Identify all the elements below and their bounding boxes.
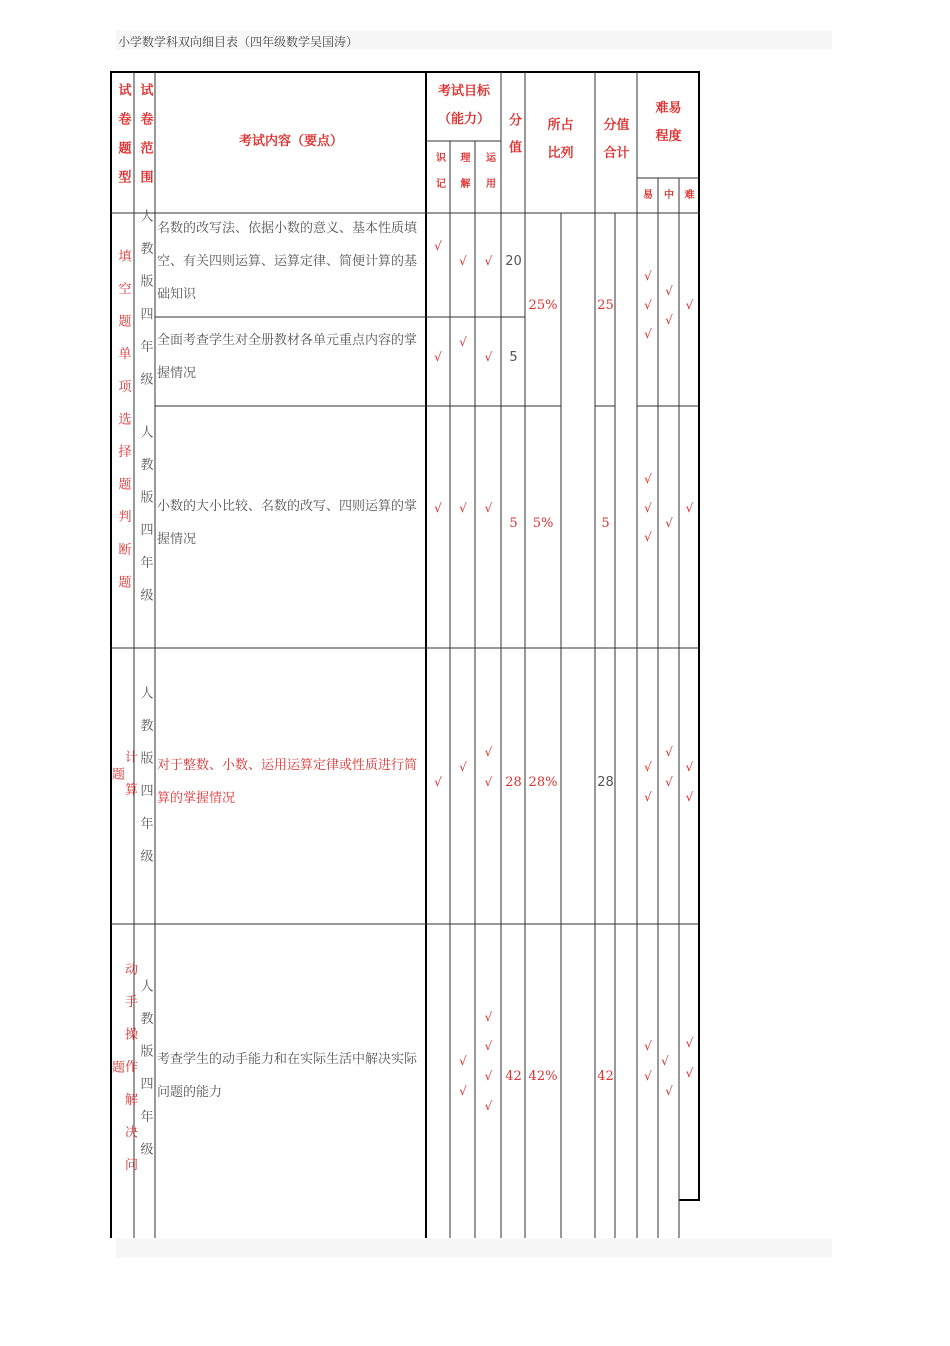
row5-mid-tick-2: √: [665, 1084, 673, 1098]
row4-content: 对于整数、小数、运用运算定律或性质进行简算的掌握情况: [157, 758, 418, 806]
row1-scope-b: 四年级: [137, 307, 153, 405]
row1-ratio: 25%: [528, 297, 558, 313]
row1-apply-tick: √: [484, 254, 493, 268]
header-understand: 理解: [458, 152, 469, 204]
header-subtotal: 分值合计: [603, 118, 630, 161]
row1-subtotal: 25: [597, 297, 614, 313]
row1-easy-tick-2: √: [644, 298, 652, 312]
row5-easy-tick-1: √: [644, 1039, 652, 1053]
row4-apply-tick-2: √: [484, 775, 493, 789]
row2-content: 全面考查学生对全册教材各单元重点内容的掌握情况: [157, 333, 418, 381]
header-ratio: 所占比列: [547, 118, 574, 161]
header-hard: 难: [684, 189, 695, 201]
row4-hard-tick-1: √: [685, 760, 694, 774]
header-difficulty-l1: 难易: [655, 100, 682, 116]
row5-apply-tick-2: √: [484, 1039, 493, 1053]
row3-memorize-tick: √: [434, 501, 442, 515]
row3-content: 小数的大小比较、名数的改写、四则运算的掌握情况: [157, 499, 418, 547]
row1-type: 填空题单项选择题判断题: [115, 248, 131, 608]
row4-easy-tick-2: √: [644, 790, 652, 804]
row5-understand-tick-1: √: [459, 1054, 467, 1068]
row1-easy-tick-1: √: [644, 269, 652, 283]
row2-understand-tick: √: [459, 335, 467, 349]
row2-score: 5: [509, 349, 518, 365]
row1-score: 20: [505, 253, 522, 269]
row5-understand-tick-2: √: [459, 1084, 467, 1098]
row3-mid-tick: √: [665, 516, 673, 530]
row5-mid-tick-1: √: [661, 1054, 669, 1068]
header-easy: 易: [643, 189, 653, 201]
row3-subtotal: 5: [601, 515, 610, 531]
header-difficulty-l2: 程度: [655, 128, 682, 144]
row5-apply-tick-4: √: [484, 1099, 493, 1113]
row5-score: 42: [505, 1068, 522, 1084]
row5-type: 动手操作解决问题: [109, 961, 137, 1191]
row3-ratio: 5%: [532, 515, 554, 531]
row4-type: 计算题: [109, 750, 137, 816]
row3-scope: 人教版四年级: [137, 425, 153, 621]
header-memorize: 识记: [433, 152, 445, 204]
row5-content: 考查学生的动手能力和在实际生活中解决实际问题的能力: [157, 1052, 418, 1100]
row1-content: 名数的改写法、依据小数的意义、基本性质填空、有关四则运算、运算定律、简便计算的基础知识: [157, 221, 418, 302]
row1-mid-tick-1: √: [665, 284, 673, 298]
row4-understand-tick: √: [459, 760, 467, 774]
row4-memorize-tick: √: [434, 775, 442, 789]
row4-mid-tick-1: √: [665, 745, 673, 759]
row1-memorize-tick: √: [434, 239, 442, 253]
row5-subtotal: 42: [597, 1068, 614, 1084]
row3-score: 5: [509, 515, 518, 531]
row4-apply-tick-1: √: [484, 745, 493, 759]
header-type: 试卷题型: [115, 83, 131, 199]
row1-hard-tick: √: [685, 298, 694, 312]
row5-hard-tick-1: √: [685, 1036, 694, 1050]
row3-easy-tick-3: √: [644, 530, 652, 544]
header-goal-l2: （能力）: [437, 111, 490, 127]
row2-memorize-tick: √: [434, 350, 442, 364]
header-mid: 中: [664, 189, 674, 201]
row3-easy-tick-1: √: [644, 472, 652, 486]
row5-apply-tick-1: √: [484, 1010, 493, 1024]
row4-mid-tick-2: √: [665, 775, 673, 789]
header-apply: 运用: [483, 152, 495, 204]
row4-hard-tick-2: √: [685, 790, 694, 804]
row5-easy-tick-2: √: [644, 1069, 652, 1083]
row2-apply-tick: √: [484, 350, 493, 364]
row5-scope: 人教版四年级: [137, 979, 153, 1175]
row5-hard-tick-2: √: [685, 1066, 694, 1080]
row3-understand-tick: √: [459, 501, 467, 515]
row1-easy-tick-3: √: [644, 327, 652, 341]
row3-easy-tick-2: √: [644, 501, 652, 515]
row4-ratio: 28%: [528, 774, 558, 790]
header-content: 考试内容（要点）: [238, 133, 343, 149]
row4-subtotal: 28: [597, 774, 614, 790]
page-header: 小学数学科双向细目表（四年级数学吴国涛）: [118, 35, 359, 49]
row4-scope: 人教版四年级: [137, 686, 153, 882]
header-score: 分值: [506, 113, 521, 167]
row5-ratio: 42%: [528, 1068, 558, 1084]
row1-scope-a: 人教版: [137, 209, 153, 307]
row1-understand-tick: √: [459, 254, 467, 268]
row3-apply-tick: √: [484, 501, 493, 515]
row1-mid-tick-2: √: [665, 313, 673, 327]
header-scope: 试卷范围: [137, 83, 153, 199]
row3-hard-tick: √: [685, 501, 694, 515]
row4-easy-tick-1: √: [644, 760, 652, 774]
header-goal-l1: 考试目标: [437, 83, 490, 99]
row4-score: 28: [505, 774, 522, 790]
row5-apply-tick-3: √: [484, 1069, 493, 1083]
